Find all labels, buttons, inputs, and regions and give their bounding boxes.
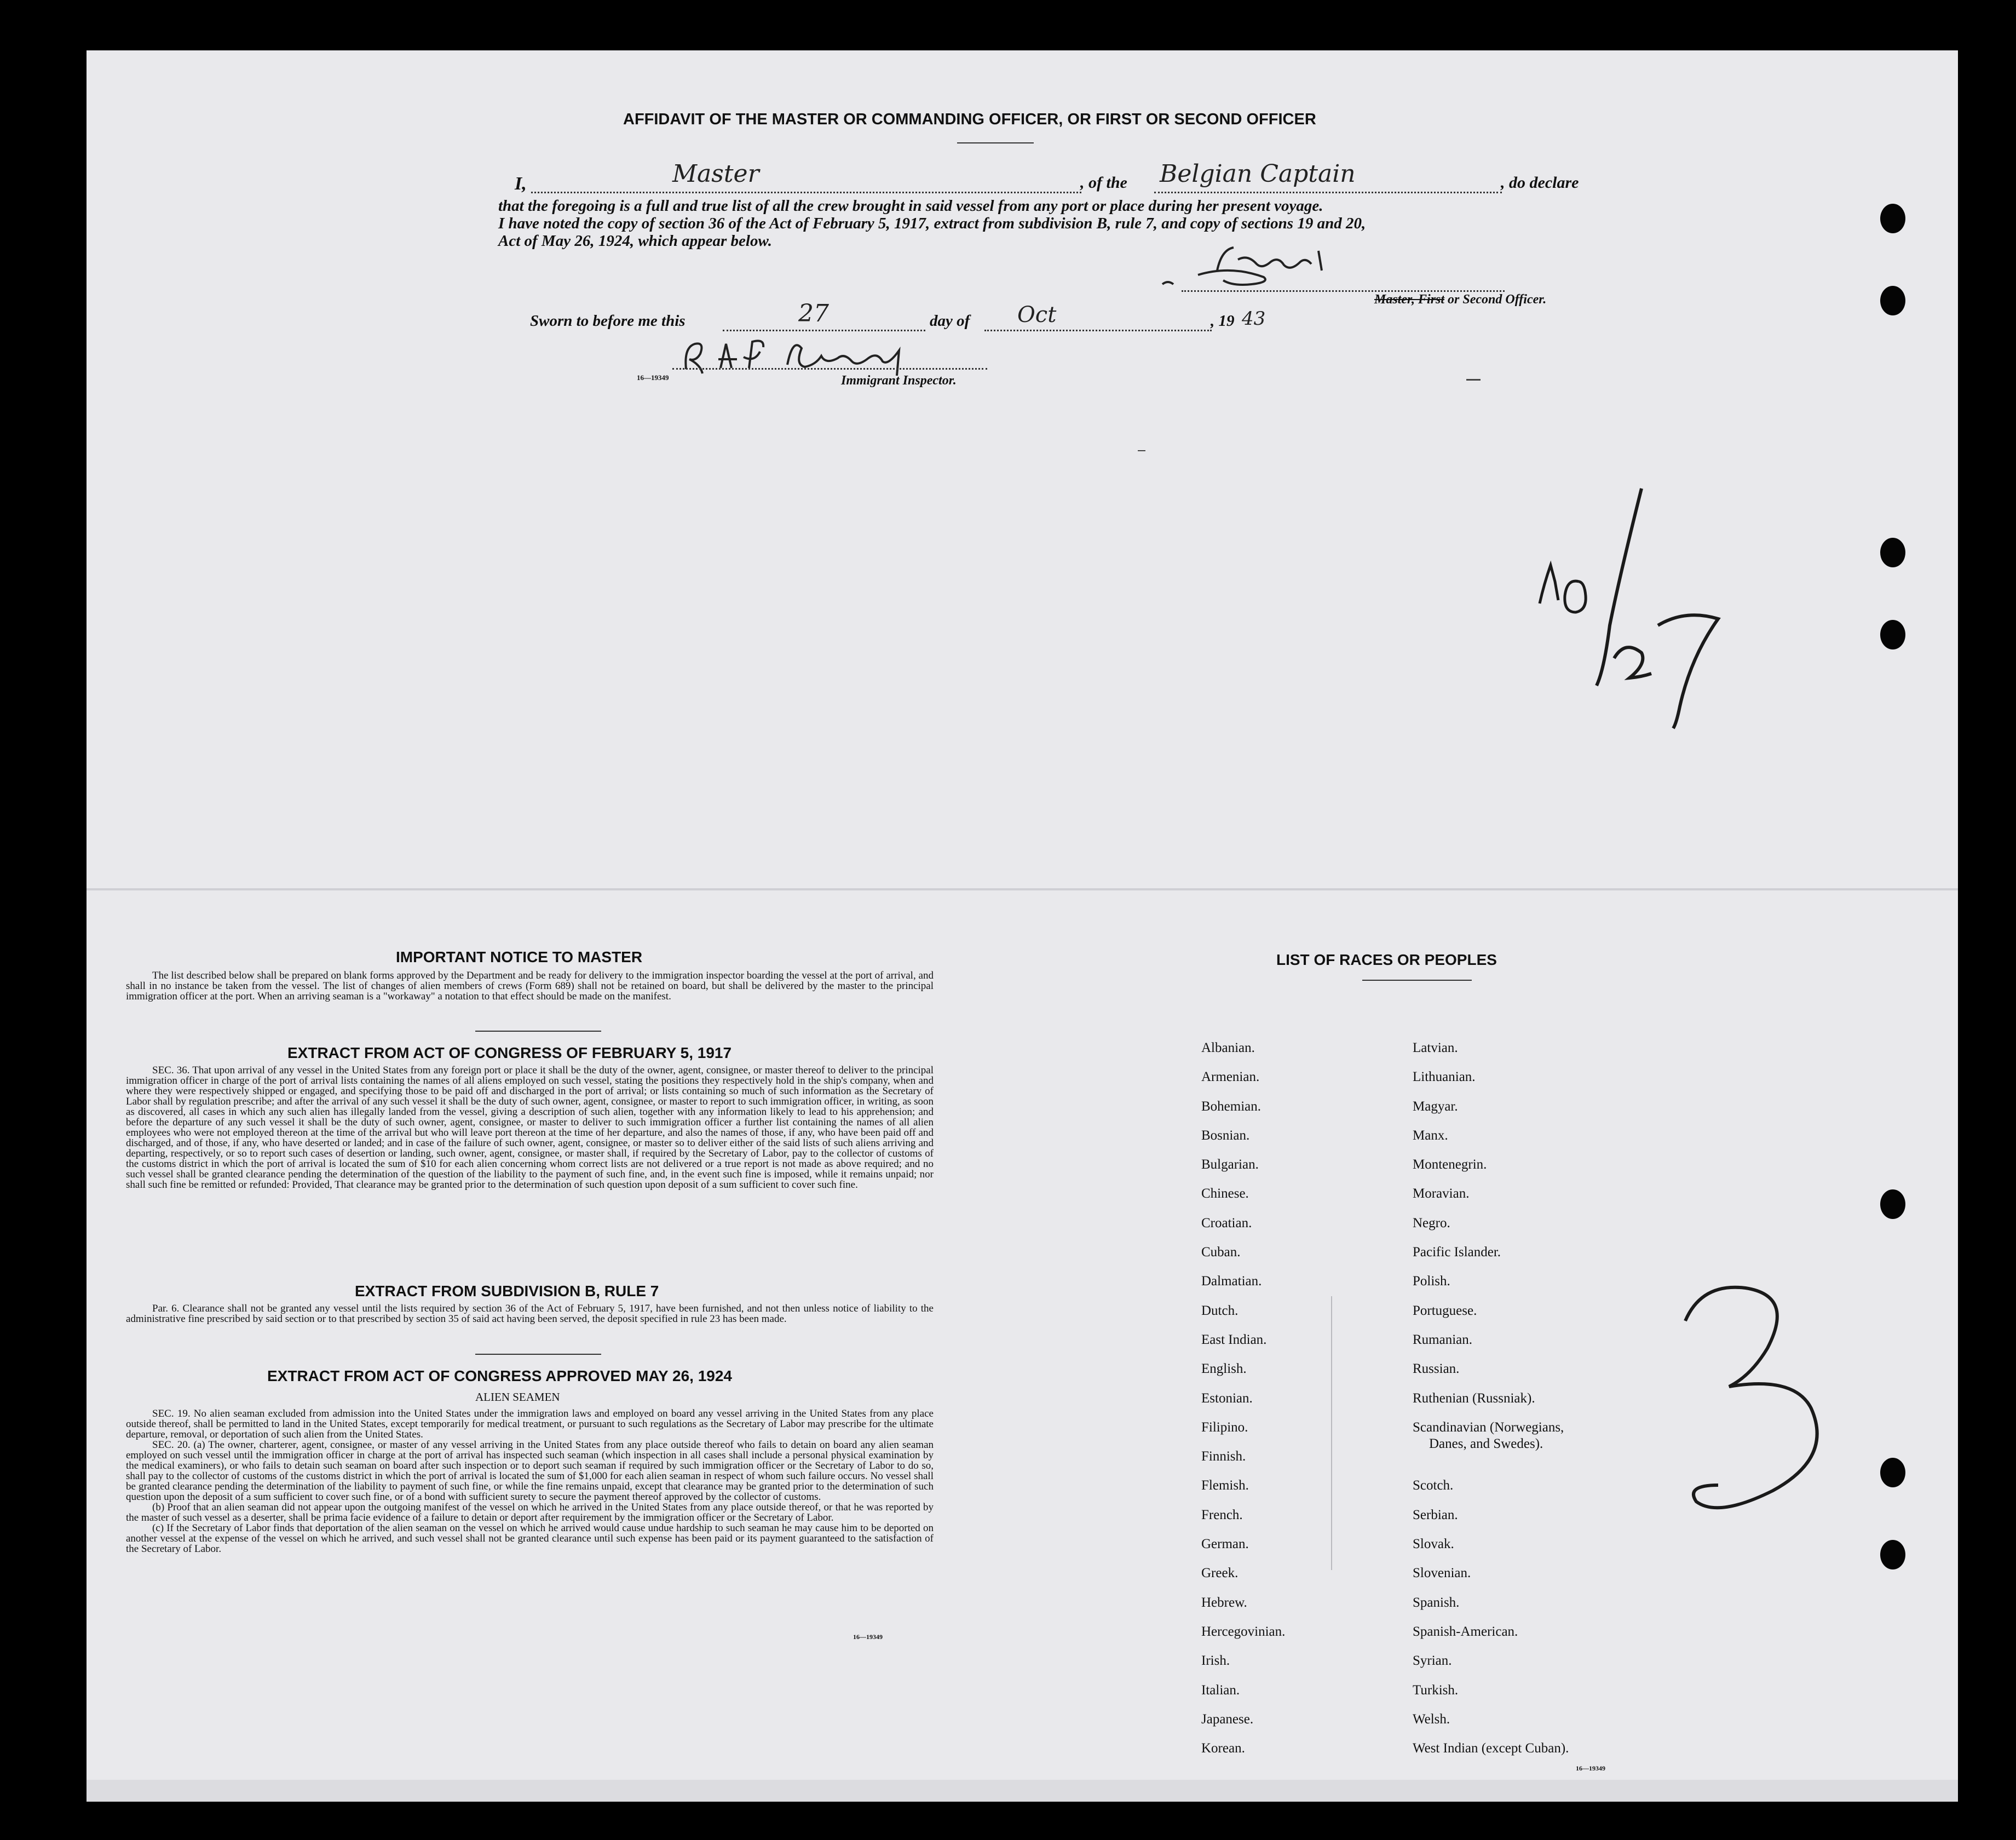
do-declare-label: , do declare — [1501, 174, 1579, 192]
extract-1917-title: EXTRACT FROM ACT OF CONGRESS OF FEBRUARY 5, 1917 — [287, 1044, 732, 1061]
punch-hole — [1880, 1458, 1905, 1487]
races-rule — [1362, 980, 1472, 981]
race-item: Estonian. — [1201, 1390, 1253, 1406]
form-number-left: 16—19349 — [853, 1633, 883, 1641]
form-number: 16—19349 — [637, 373, 669, 382]
handwritten-page-mark — [1674, 1277, 1877, 1518]
race-item: Spanish. — [1413, 1595, 1460, 1610]
race-item: Russian. — [1413, 1361, 1460, 1377]
race-item: Syrian. — [1413, 1653, 1452, 1669]
sworn-month-handwritten: Oct — [1017, 302, 1057, 327]
race-item-line: Danes, and Swedes). — [1429, 1436, 1543, 1451]
extract-rule7-text: Par. 6. Clearance shall not be granted any vessel until the lists required by section 36 of the Act of February 5, 1917, have been furnished, and not then unless notice of liability to the administrative fine prescribed by said section or to that prescribed by section 35 of said act having been served, the deposit specified in rule 23 has been made. — [126, 1303, 934, 1325]
race-item: French. — [1201, 1507, 1243, 1522]
affidavit-i: I, — [515, 174, 527, 194]
race-item: Lithuanian. — [1413, 1070, 1476, 1085]
punch-hole — [1880, 1540, 1905, 1569]
sec20b-text: (b) Proof that an alien seaman did not appear upon the outgoing manifest of the vessel on which he arrived in the United States from any place outside thereof, or that he was reported by the master of such vessel as a deserter, shall be prima facie evidence of a failure to detain or deport after requirement by the immigration officer or the Secretary of Labor. — [126, 1502, 934, 1523]
vessel-line — [1154, 192, 1502, 193]
punch-hole — [1880, 204, 1905, 233]
race-item: Magyar. — [1413, 1099, 1458, 1114]
month-line — [984, 330, 1212, 331]
race-item: Armenian. — [1201, 1070, 1260, 1085]
race-item: Greek. — [1201, 1566, 1239, 1581]
races-title: LIST OF RACES OR PEOPLES — [1276, 951, 1497, 968]
race-item: Italian. — [1201, 1682, 1240, 1698]
page-bottom-edge — [87, 1780, 1958, 1802]
race-item: German. — [1201, 1537, 1249, 1552]
race-item: East Indian. — [1201, 1332, 1267, 1347]
race-item: West Indian (except Cuban). — [1413, 1741, 1569, 1756]
document-page — [87, 50, 1958, 1802]
form-number-right: 16—19349 — [1576, 1764, 1605, 1772]
race-item: Montenegrin. — [1413, 1157, 1487, 1172]
race-item: Finnish. — [1201, 1449, 1246, 1464]
affidavit-line3: I have noted the copy of section 36 of the Act of February 5, 1917, extract from subdivision B, rule 7, and copy of sections 19 and 20, — [498, 215, 1366, 232]
name-line — [531, 192, 1081, 193]
race-item: Slovak. — [1413, 1537, 1454, 1552]
race-item: Portuguese. — [1413, 1303, 1477, 1318]
master-name-handwritten: Master — [672, 160, 759, 188]
race-item: Albanian. — [1201, 1040, 1255, 1055]
race-item — [1413, 1413, 1643, 1471]
race-item: Serbian. — [1413, 1507, 1458, 1522]
page-mark-text — [1696, 1255, 1697, 1256]
race-item: English. — [1201, 1361, 1247, 1377]
sec20c-text: (c) If the Secretary of Labor finds that deportation of the alien seaman on the vessel on which he arrived would cause undue hardship to such seaman he may cause him to be deported on another vessel at the expense of the vessel on which he arrived, and such vessel shall not be granted clearance until such expense has been paid or its payment guaranteed to the satisfaction of the Secretary of Labor. — [126, 1522, 934, 1555]
races-right-column — [1413, 1033, 1643, 1763]
day-line — [723, 330, 925, 331]
notice-body — [126, 970, 934, 1002]
punch-hole — [1880, 538, 1905, 567]
race-item: Slovenian. — [1413, 1566, 1471, 1581]
races-left-column — [1201, 1033, 1431, 1763]
affidavit-title: AFFIDAVIT OF THE MASTER OR COMMANDING OFFICER, OR FIRST OR SECOND OFFICER — [623, 111, 1316, 128]
extract-rule7-title: EXTRACT FROM SUBDIVISION B, RULE 7 — [355, 1283, 659, 1300]
sec20a-text: SEC. 20. (a) The owner, charterer, agent, consignee, or master of any vessel arriving in the United States from any place outside thereof who fails to detain on board any alien seaman employed on such vessel until the immigration officer in charge at the port of arrival has inspected such seaman (which inspection in all cases shall include a personal physical examination by the medical examiners), or who fails to detain such seaman on board after such inspection or to deport such seaman if required by such immigration officer or the Secretary of Labor to do so, shall pay to the collector of customs of the customs district in which the port of arrival is located the sum of $1,000 for each alien seaman in respect of whom such failure occurs. No vessel shall be granted clearance pending the determination of the liability to payment of such fine, or while the fine remains unpaid, except that clearance may be granted prior to the determination of such question upon the deposit of a sum sufficient to cover such fine, or of a bond with sufficient surety to secure the payment thereof approved by the collector of customs. — [126, 1439, 934, 1503]
officer-label-struck: Master, First — [1374, 292, 1445, 307]
title-rule — [957, 142, 1034, 143]
fold-line — [87, 888, 1958, 890]
race-item: Flemish. — [1201, 1478, 1249, 1493]
race-item: Rumanian. — [1413, 1332, 1473, 1347]
stray-mark — [1466, 379, 1481, 381]
day-of-label: day of — [930, 312, 970, 330]
extract-1924-title: EXTRACT FROM ACT OF CONGRESS APPROVED MAY 26, 1924 — [267, 1367, 732, 1384]
extract-1917-text: SEC. 36. That upon arrival of any vessel in the United States from any foreign port or place it shall be the duty of the owner, agent, consignee, or master thereof to deliver to the principal immigration officer in charge of the port of arrival lists containing the names of all aliens employed on such vessel, stating the positions they respectively hold in the ship's company, when and where they were respectively shipped or engaged, and specifying those to be paid off and discharged in the port of arrival; or lists containing so much of such information as the Secretary of Labor shall by regulation prescribe; and after the arrival of any such vessel it shall be the duty of such owner, agent, consignee, or master to report to such immigration officer, in writing, as soon as discovered, all cases in which any such alien has illegally landed from the vessel, giving a description of such alien, together with any information likely to lead to his apprehension; and before the departure of any such vessel it shall be the duty of such owner, agent, consignee, or master to deliver to such immigration officer a further list containing the names of all alien employees who were not employed thereon at the time of the arrival but who will leave port thereon at the time of her departure, and also the names of those, if any, who have been paid off and discharged, and of those, if any, who have deserted or landed; and in case of the failure of such owner, agent, consignee, or master so to deliver either of the said lists of such aliens arriving and departing, respectively, or so to report such cases of desertion or landing, such owner, agent, consignee, or master shall, if required by the Secretary of Labor, pay to the collector of customs of the customs district in which the port of arrival is located the sum of $10 for each alien concerning whom correct lists are not delivered or a true report is not made as above required; and no such vessel shall be granted clearance pending the determination of the question of the liability to the payment of such fine, and, in the event such fine is imposed, while it remains unpaid; nor shall such fine be remitted or refunded: Provided, That clearance may be granted prior to the determination of such question upon deposit of a sum sufficient to cover such fine. — [126, 1065, 934, 1191]
sec19-text: SEC. 19. No alien seaman excluded from admission into the United States under the immigration laws and employed on board any vessel arriving in the United States from any place outside thereof, shall be permitted to land in the United States, except temporarily for medical treatment, or pursuant to such regulations as the Secretary of Labor may prescribe for the ultimate departure, removal, or deportation of such alien from the United States. — [126, 1408, 934, 1440]
race-item: Japanese. — [1201, 1711, 1254, 1727]
extract-1924-body — [126, 1408, 934, 1554]
race-item: Cuban. — [1201, 1245, 1241, 1260]
sworn-label: Sworn to before me this — [530, 312, 686, 330]
vessel-name-handwritten: Belgian Captain — [1160, 160, 1356, 188]
race-item: Filipino. — [1201, 1419, 1248, 1435]
race-item: Korean. — [1201, 1741, 1245, 1756]
race-item: Bosnian. — [1201, 1128, 1250, 1143]
year-prefix: , 19 — [1211, 312, 1235, 330]
race-item: Manx. — [1413, 1128, 1448, 1143]
race-item: Chinese. — [1201, 1186, 1249, 1201]
punch-hole — [1880, 286, 1905, 315]
race-item: Dutch. — [1201, 1303, 1239, 1318]
race-item: Turkish. — [1413, 1682, 1459, 1698]
race-item: Irish. — [1201, 1653, 1230, 1669]
officer-signature — [1146, 243, 1496, 295]
race-item: Ruthenian (Russniak). — [1413, 1390, 1535, 1406]
extract-rule7-body — [126, 1303, 934, 1324]
sworn-day-handwritten: 27 — [798, 300, 829, 327]
race-item: Pacific Islander. — [1413, 1245, 1501, 1260]
officer-label — [1374, 292, 1546, 307]
punch-hole — [1880, 620, 1905, 649]
handwritten-date-mark — [1532, 478, 1740, 729]
race-item: Hercegovinian. — [1201, 1624, 1286, 1639]
stray-mark — [1138, 450, 1145, 451]
race-item: Spanish-American. — [1413, 1624, 1518, 1639]
punch-hole — [1880, 1189, 1905, 1219]
notice-title: IMPORTANT NOTICE TO MASTER — [396, 948, 643, 965]
race-item: Bulgarian. — [1201, 1157, 1259, 1172]
year-suffix-handwritten: 43 — [1242, 308, 1266, 330]
race-item-line: Scandinavian (Norwegians, — [1413, 1419, 1564, 1435]
race-item: Bohemian. — [1201, 1099, 1262, 1114]
affidavit-line4: Act of May 26, 1924, which appear below. — [498, 232, 772, 250]
race-item: Welsh. — [1413, 1711, 1450, 1727]
race-item: Latvian. — [1413, 1040, 1458, 1055]
inspector-label: Immigrant Inspector. — [841, 373, 957, 388]
race-item: Scotch. — [1413, 1478, 1454, 1493]
of-the-label: , of the — [1080, 174, 1127, 192]
inspector-signature — [678, 335, 935, 379]
section-rule — [475, 1354, 601, 1355]
race-item: Croatian. — [1201, 1215, 1252, 1231]
extract-1924-subtitle: ALIEN SEAMEN — [475, 1390, 560, 1404]
race-item: Moravian. — [1413, 1186, 1470, 1201]
race-item: Hebrew. — [1201, 1595, 1247, 1610]
race-item: Negro. — [1413, 1215, 1450, 1231]
race-item: Polish. — [1413, 1274, 1450, 1289]
affidavit-line2: that the foregoing is a full and true list of all the crew brought in said vessel from any port or place during her present voyage. — [498, 197, 1323, 215]
inspector-line — [672, 368, 987, 370]
notice-text: The list described below shall be prepared on blank forms approved by the Department and be ready for delivery to the immigration inspector boarding the vessel at the port of arrival, and shall in no instance be taken from the vessel. The list of changes of alien members of crews (Form 689) shall not be retained on board, but shall be delivered by the master to the principal immigration officer at the port. When an arriving seaman is a "workaway" a notation to that effect should be made on the manifest. — [126, 970, 934, 1002]
race-item: Dalmatian. — [1201, 1274, 1262, 1289]
extract-1917-body — [126, 1065, 934, 1190]
section-rule — [475, 1031, 601, 1032]
officer-label-rest: or Second Officer. — [1444, 292, 1547, 307]
